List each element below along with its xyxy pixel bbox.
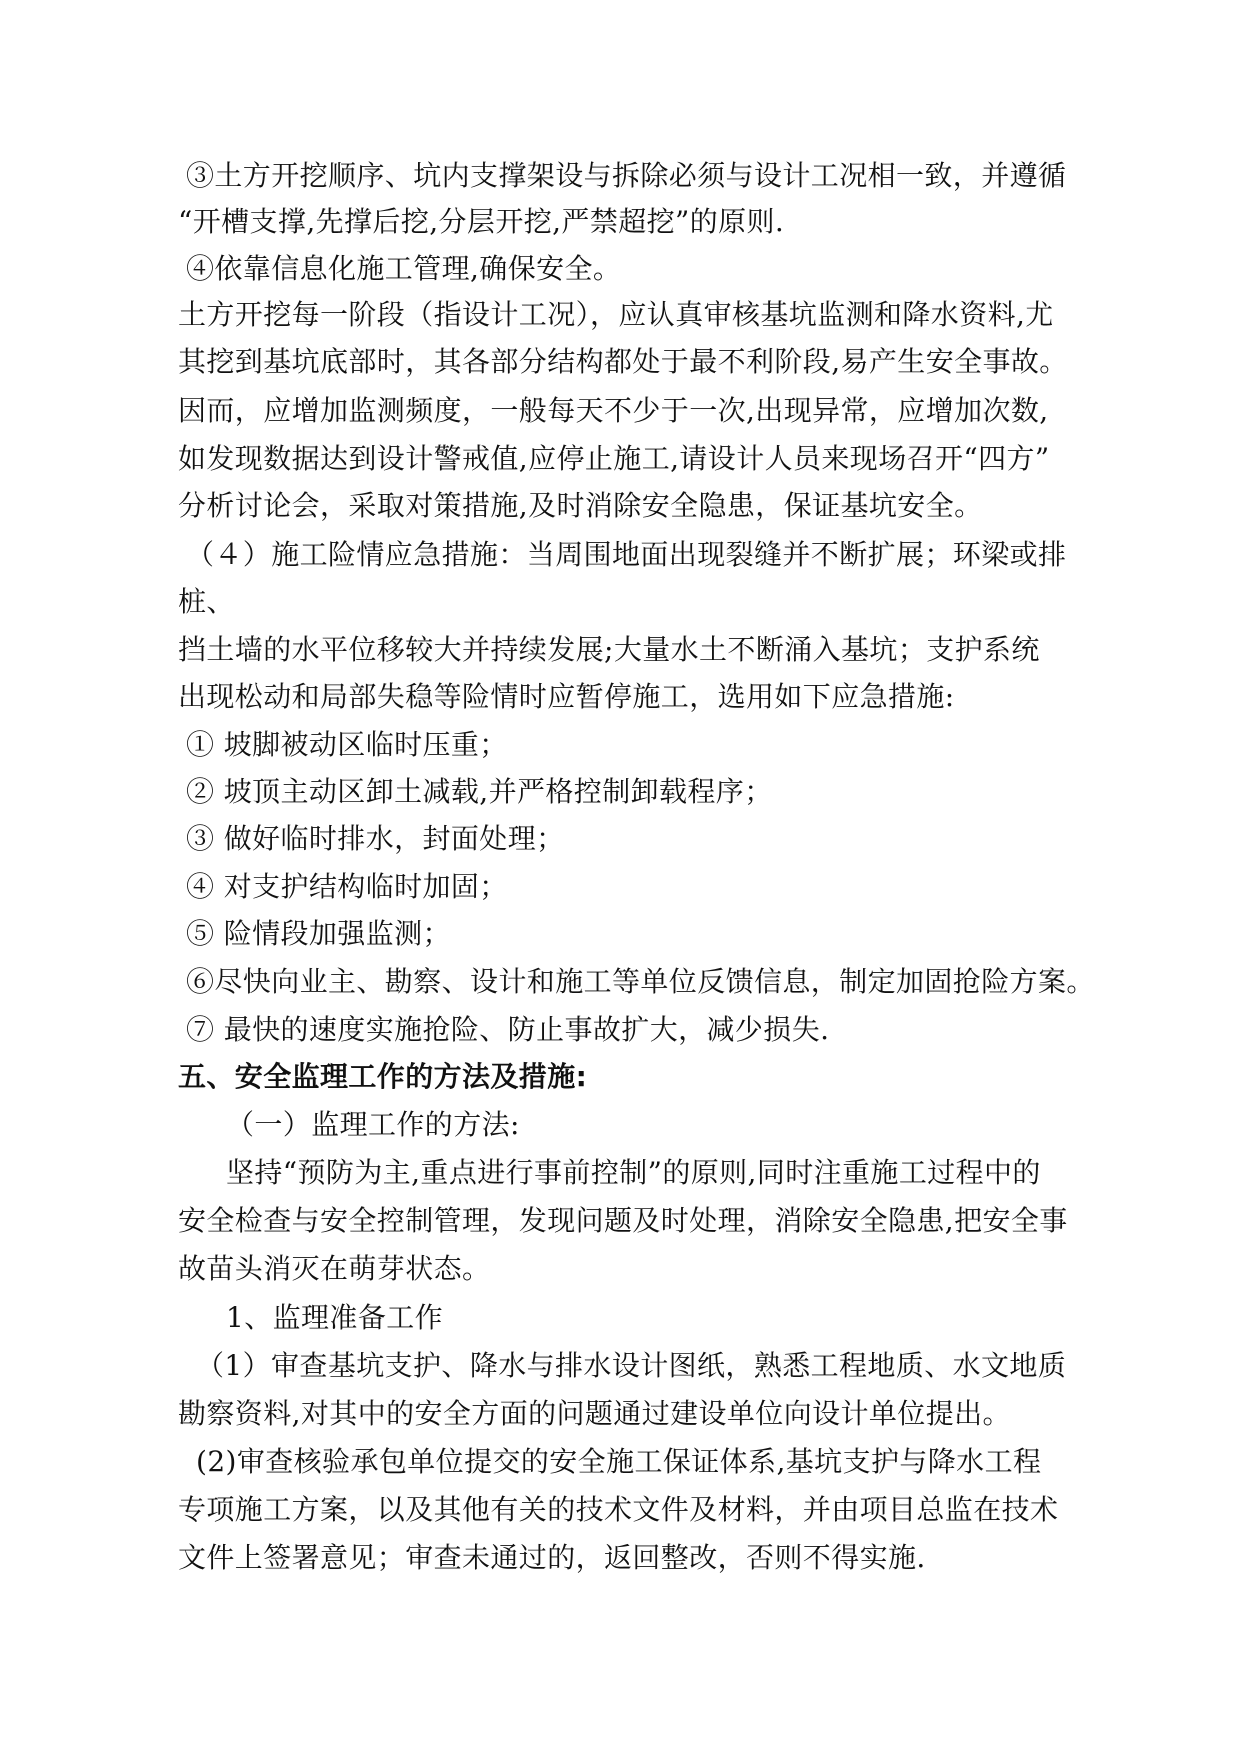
subsection-heading: （一）监理工作的方法: xyxy=(226,1108,520,1141)
text-line: 分析讨论会，采取对策措施,及时消除安全隐患，保证基坑安全。 xyxy=(178,489,983,522)
text-line: ⑦ 最快的速度实施抢险、防止事故扩大，减少损失. xyxy=(186,1013,830,1046)
subsection-heading: 1、监理准备工作 xyxy=(226,1301,444,1334)
text-line: 专项施工方案，以及其他有关的技术文件及材料，并由项目总监在技术 xyxy=(178,1493,1059,1526)
section-heading: 五、安全监理工作的方法及措施: xyxy=(178,1060,588,1093)
text-line: （４）施工险情应急措施：当周围地面出现裂缝并不断扩展；环梁或排 xyxy=(186,538,1067,571)
text-line: ① 坡脚被动区临时压重； xyxy=(186,728,508,761)
text-line: 土方开挖每一阶段（指设计工况），应认真审核基坑监测和降水资料,尤 xyxy=(178,298,1054,331)
text-line: 安全检查与安全控制管理，发现问题及时处理，消除安全隐患,把安全事 xyxy=(178,1204,1068,1237)
text-line: ② 坡顶主动区卸土减载,并严格控制卸载程序； xyxy=(186,775,773,808)
text-line: ③土方开挖顺序、坑内支撑架设与拆除必须与设计工况相一致，并遵循 xyxy=(186,159,1067,192)
text-line: 其挖到基坑底部时，其各部分结构都处于最不利阶段,易产生安全事故。 xyxy=(178,345,1068,378)
text-line: （1）审查基坑支护、降水与排水设计图纸，熟悉工程地质、水文地质 xyxy=(196,1349,1067,1382)
text-line: 桩、 xyxy=(178,585,235,618)
text-line: 故苗头消灭在萌芽状态。 xyxy=(178,1252,491,1285)
text-line: 因而，应增加监测频度，一般每天不少于一次,出现异常，应增加次数, xyxy=(178,394,1049,427)
text-line: 如发现数据达到设计警戒值,应停止施工,请设计人员来现场召开“四方” xyxy=(178,442,1050,475)
text-line: 挡土墙的水平位移较大并持续发展;大量水土不断涌入基坑；支护系统 xyxy=(178,633,1040,666)
text-line: 坚持“预防为主,重点进行事前控制”的原则,同时注重施工过程中的 xyxy=(226,1156,1041,1189)
text-line: ④依靠信息化施工管理,确保安全。 xyxy=(186,252,622,285)
text-line: 文件上签署意见；审查未通过的，返回整改，否则不得实施. xyxy=(178,1541,926,1574)
text-line: ⑥尽快向业主、勘察、设计和施工等单位反馈信息，制定加固抢险方案。 xyxy=(186,965,1095,998)
text-line: 出现松动和局部失稳等险情时应暂停施工，选用如下应急措施: xyxy=(178,680,955,713)
text-line: (2)审查核验承包单位提交的安全施工保证体系,基坑支护与降水工程 xyxy=(196,1445,1042,1478)
text-line: “开槽支撑,先撑后挖,分层开挖,严禁超挖”的原则. xyxy=(178,205,785,238)
text-line: ⑤ 险情段加强监测； xyxy=(186,917,451,950)
text-line: ③ 做好临时排水，封面处理； xyxy=(186,822,565,855)
text-line: ④ 对支护结构临时加固； xyxy=(186,870,508,903)
text-line: 勘察资料,对其中的安全方面的问题通过建设单位向设计单位提出。 xyxy=(178,1397,1011,1430)
